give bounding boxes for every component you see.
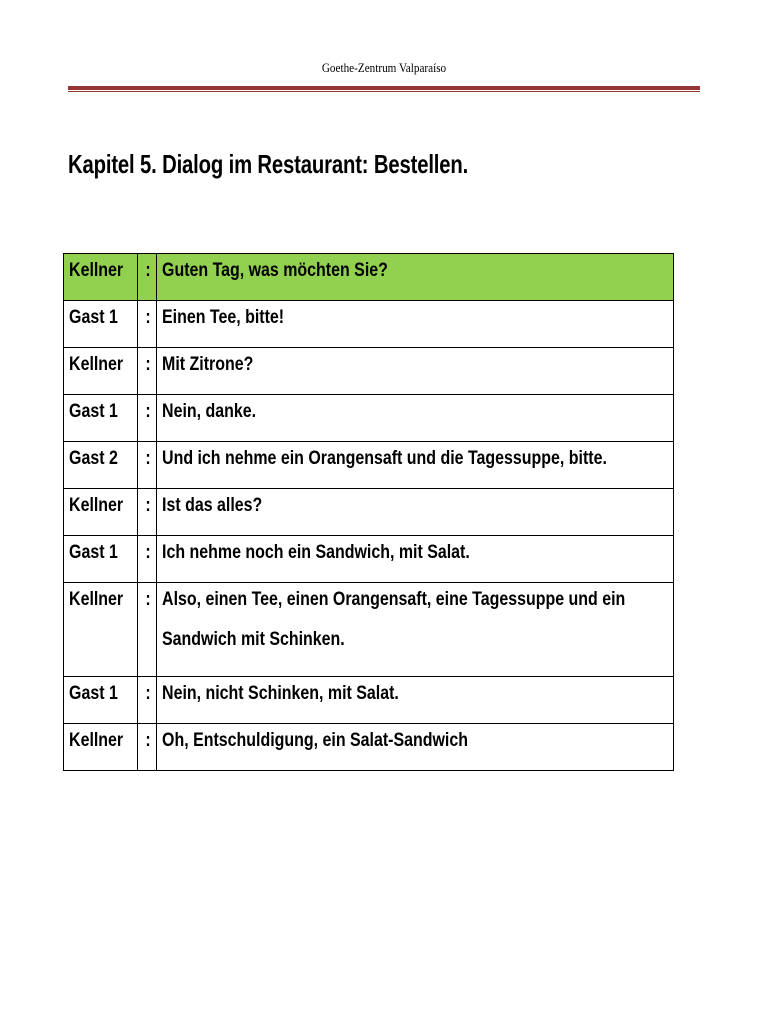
speaker-name: Kellner [69, 495, 124, 516]
speaker-name: Gast 1 [69, 401, 118, 422]
separator-cell [138, 583, 157, 677]
dialog-row [64, 489, 674, 536]
dialog-line-text: Ist das alles? [162, 495, 263, 516]
speaker-cell [64, 536, 138, 583]
dialog-line-text: Mit Zitrone? [162, 354, 254, 375]
dialog-line-cell [157, 536, 674, 583]
separator-colon: : [145, 542, 151, 563]
dialog-line-text: Einen Tee, bitte! [162, 307, 285, 328]
dialog-line-text: Also, einen Tee, einen Orangensaft, eine Tagessuppe und ein [162, 589, 626, 610]
speaker-name: Kellner [69, 589, 124, 610]
speaker-name: Kellner [69, 730, 124, 751]
separator-colon: : [145, 589, 151, 610]
separator-colon: : [145, 307, 151, 328]
dialog-line-cell [157, 348, 674, 395]
separator-colon: : [145, 448, 151, 469]
speaker-name: Gast 1 [69, 542, 118, 563]
dialog-row [64, 254, 674, 301]
speaker-cell [64, 395, 138, 442]
dialog-line-cell [157, 724, 674, 771]
separator-cell [138, 536, 157, 583]
dialog-table [63, 253, 674, 771]
separator-cell [138, 395, 157, 442]
separator-colon: : [145, 260, 151, 281]
dialog-line-text: Nein, nicht Schinken, mit Salat. [162, 683, 399, 704]
dialog-line-cell [157, 677, 674, 724]
dialog-line-text: Nein, danke. [162, 401, 257, 422]
separator-cell [138, 442, 157, 489]
speaker-cell [64, 301, 138, 348]
speaker-cell [64, 254, 138, 301]
dialog-line-text: Oh, Entschuldigung, ein Salat-Sandwich [162, 730, 468, 751]
dialog-row [64, 583, 674, 677]
speaker-cell [64, 348, 138, 395]
dialog-line-text: Ich nehme noch ein Sandwich, mit Salat. [162, 542, 470, 563]
separator-colon: : [145, 401, 151, 422]
document-title: Kapitel 5. Dialog im Restaurant: Bestellen. [68, 149, 469, 179]
header-rule [68, 86, 700, 90]
dialog-line-cell [157, 489, 674, 536]
dialog-row [64, 536, 674, 583]
separator-colon: : [145, 730, 151, 751]
separator-cell [138, 348, 157, 395]
separator-colon: : [145, 683, 151, 704]
separator-colon: : [145, 495, 151, 516]
speaker-cell [64, 724, 138, 771]
dialog-line-text: Und ich nehme ein Orangensaft und die Tagessuppe, bitte. [162, 448, 607, 469]
dialog-line-cell [157, 583, 674, 677]
separator-cell [138, 489, 157, 536]
separator-cell [138, 254, 157, 301]
dialog-line-text: Guten Tag, was möchten Sie? [162, 260, 388, 281]
dialog-line-cell [157, 395, 674, 442]
speaker-cell [64, 583, 138, 677]
dialog-row [64, 395, 674, 442]
header-rule-thin [68, 91, 700, 92]
dialog-row [64, 677, 674, 724]
separator-cell [138, 724, 157, 771]
speaker-name: Gast 2 [69, 448, 118, 469]
dialog-row [64, 348, 674, 395]
dialog-line-cell [157, 254, 674, 301]
dialog-row [64, 724, 674, 771]
dialog-line-text: Sandwich mit Schinken. [162, 629, 345, 650]
speaker-name: Kellner [69, 260, 124, 281]
speaker-cell [64, 677, 138, 724]
header-institution: Goethe-Zentrum Valparaíso [321, 60, 447, 75]
speaker-cell [64, 489, 138, 536]
dialog-row [64, 301, 674, 348]
separator-colon: : [145, 354, 151, 375]
speaker-name: Gast 1 [69, 307, 118, 328]
speaker-cell [64, 442, 138, 489]
page-header [54, 60, 714, 76]
separator-cell [138, 677, 157, 724]
separator-cell [138, 301, 157, 348]
dialog-row [64, 442, 674, 489]
speaker-name: Gast 1 [69, 683, 118, 704]
dialog-line-cell [157, 442, 674, 489]
speaker-name: Kellner [69, 354, 124, 375]
dialog-line-cell [157, 301, 674, 348]
